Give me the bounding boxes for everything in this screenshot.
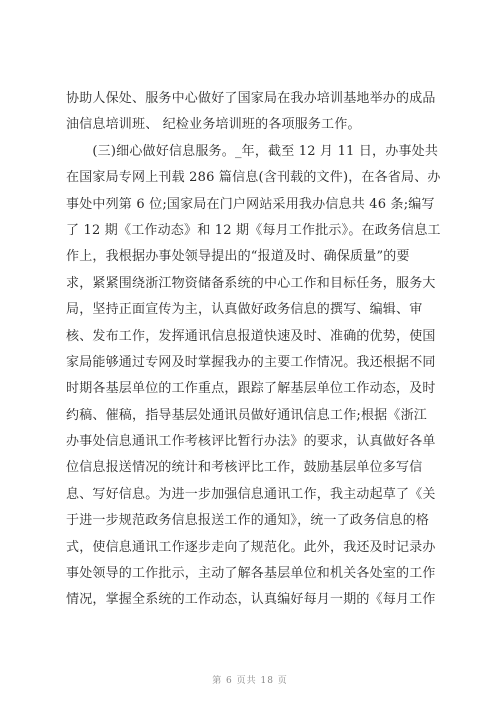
text-line: 作上，我根据办事处领导提出的“报道及时、确保质量”的要: [66, 249, 410, 265]
text-line: 式，使信息通讯工作逐步走向了规范化。此外，我还及时记录办: [66, 539, 436, 555]
page-footer: 第 6 页共 18 页: [212, 676, 288, 686]
text-line: 核、发布工作，发挥通讯信息报道快速及时、准确的优势，使国: [66, 328, 436, 344]
text-line: 情况，掌握全系统的工作动态，认真编好每月一期的《每月工作: [66, 592, 436, 608]
text-line: 家局能够通过专网及时掌握我办的主要工作情况。我还根据不同: [66, 354, 436, 370]
text-line: 在国家局专网上刊载 286 篇信息(含刊载的文件)，在各省局、办: [66, 170, 441, 186]
text-line: (三)细心做好信息服务。_年，截至 12 月 11 日，办事处共: [66, 143, 439, 159]
text-line: 协助人保处、服务中心做好了国家局在我办培训基地举办的成品: [66, 91, 436, 106]
text-line: 位信息报送情况的统计和考核评比工作，鼓励基层单位多写信: [66, 460, 423, 476]
text-line: 于进一步规范政务信息报送工作的通知》，统一了政务信息的格: [66, 513, 430, 529]
text-line: 求，紧紧围绕浙江物资储备系统的中心工作和目标任务，服务大: [66, 275, 436, 291]
text-line: 息、写好信息。为进一步加强信息通讯工作，我主动起草了《关: [66, 486, 436, 502]
text-line: 事处中列第 6 位;国家局在门户网站采用我办信息共 46 条;编写: [66, 196, 435, 212]
text-line: 油信息培训班、 纪检业务培训班的各项服务工作。: [66, 117, 361, 133]
text-line: 约稿、催稿，指导基层处通讯员做好通讯信息工作;根据《浙江: [66, 407, 427, 423]
text-line: 办事处信息通讯工作考核评比暂行办法》的要求，认真做好各单: [66, 434, 436, 450]
body-text: [66, 86, 441, 614]
text-line: 时期各基层单位的工作重点，跟踪了解基层单位工作动态，及时: [66, 381, 436, 397]
text-line: 局，坚持正面宣传为主，认真做好政务信息的撰写、编辑、审: [66, 302, 423, 318]
text-line: 事处领导的工作批示，主动了解各基层单位和机关各处室的工作: [66, 566, 436, 582]
text-line: 了 12 期《工作动态》和 12 期《每月工作批示》。在政务信息工: [66, 222, 441, 238]
